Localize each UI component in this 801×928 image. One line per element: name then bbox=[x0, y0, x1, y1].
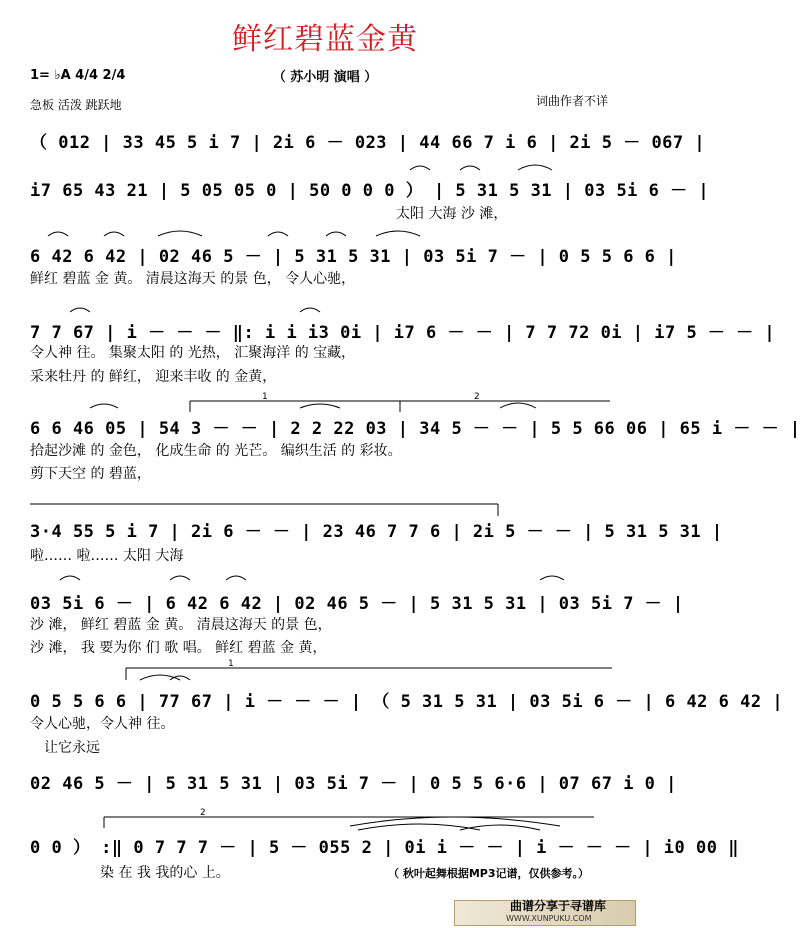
slur bbox=[518, 165, 552, 170]
slur bbox=[60, 576, 80, 580]
lyric-row-5a: 拾起沙滩 的 金色， 化成生命 的 光芒。 编织生活 的 彩妆。 bbox=[30, 443, 402, 459]
slur bbox=[300, 404, 340, 408]
watermark-line-2: WWW.XUNPUKU.COM bbox=[506, 914, 592, 923]
lyric-row-7b: 沙 滩， 我 要为你 们 歌 唱。 鲜红 碧蓝 金 黄， bbox=[30, 640, 327, 656]
song-title: 鲜红碧蓝金黄 bbox=[232, 22, 418, 57]
lyric-row-2: 太阳 大海 沙 滩， bbox=[396, 206, 508, 222]
slur bbox=[460, 825, 540, 830]
notation-row-9: 02 46 5 － | 5 31 5 31 | 03 5i 7 － | 0 5 5 6·6 | 07 67 i 0 | bbox=[30, 774, 677, 794]
transcription-footnote: （ 秋叶起舞根据MP3记谱，仅供参考。） bbox=[388, 867, 589, 880]
volta-label-1: 1 bbox=[262, 392, 268, 402]
slur bbox=[376, 231, 420, 236]
lyric-row-8a: 令人心驰，令人神 往。 bbox=[30, 716, 175, 732]
slur bbox=[158, 231, 202, 236]
lyric-row-6: 啦…… 啦…… 太阳 大海 bbox=[30, 548, 184, 564]
volta-label-4: 2 bbox=[200, 808, 206, 818]
slur bbox=[500, 403, 536, 408]
slur bbox=[48, 232, 68, 236]
lyric-row-5b: 剪下天空 的 碧蓝， bbox=[30, 466, 151, 482]
lyric-row-7a: 沙 滩， 鲜红 碧蓝 金 黄。 清晨这海天 的景 色， bbox=[30, 617, 332, 633]
lyric-row-4a: 令人神 往。 集聚太阳 的 光热， 汇聚海洋 的 宝藏， bbox=[30, 345, 356, 361]
slur bbox=[70, 308, 90, 312]
slur bbox=[170, 576, 190, 580]
slur bbox=[410, 166, 430, 170]
tempo-marking: 急板 活泼 跳跃地 bbox=[30, 98, 122, 112]
notation-row-6: 3·4 55 5 i 7 | 2i 6 － － | 23 46 7 7 6 | 2i 5 － － | 5 31 5 31 | bbox=[30, 522, 723, 542]
notation-row-2: i7 65 43 21 | 5 05 05 0 | 50 0 0 0 ） | 5 31 5 31 | 03 5i 6 － | bbox=[30, 181, 710, 201]
key-signature: 1= ♭A 4/4 2/4 bbox=[30, 68, 126, 83]
composer-credit: 词曲作者不详 bbox=[535, 94, 608, 108]
slur bbox=[104, 232, 124, 236]
slur bbox=[268, 232, 288, 236]
lyric-row-8b: 让它永远 bbox=[44, 740, 100, 756]
slur bbox=[540, 576, 564, 580]
slur bbox=[226, 576, 246, 580]
notation-row-7: 03 5i 6 － | 6 42 6 42 | 02 46 5 － | 5 31 5 31 | 03 5i 7 － | bbox=[30, 594, 684, 614]
notation-row-3: 6 42 6 42 | 02 46 5 － | 5 31 5 31 | 03 5i 7 － | 0 5 5 6 6 | bbox=[30, 247, 677, 267]
notation-row-10: 0 0 ） :‖ 0 7 7 7 － | 5 － 055 2 | 0i i － － | i － － － | i0 00 ‖ bbox=[30, 838, 739, 858]
lyric-row-4b: 采来牡丹 的 鲜红， 迎来丰收 的 金黄， bbox=[30, 369, 277, 385]
volta-label-2: 2 bbox=[474, 392, 480, 402]
lyric-row-3: 鲜红 碧蓝 金 黄。 清晨这海天 的景 色， 令人心驰， bbox=[30, 271, 356, 287]
notation-row-1: （ 012 | 33 45 5 i 7 | 2i 6 － 023 | 44 66 7 i 6 | 2i 5 － 067 | bbox=[30, 133, 706, 153]
volta-label-3: 1 bbox=[228, 659, 234, 669]
notation-row-5: 6 6 46 05 | 54 3 － － | 2 2 22 03 | 34 5 － － | 5 5 66 06 | 65 i － － | bbox=[30, 419, 801, 439]
lyric-row-10: 染 在 我 我的心 上。 bbox=[100, 865, 230, 881]
notation-row-4: 7 7 67 | i － － － ‖: i i i3 0i | i7 6 － － | 7 7 72 0i | i7 5 － － | bbox=[30, 323, 776, 343]
slur bbox=[90, 404, 118, 408]
slur bbox=[300, 308, 320, 312]
notation-row-8: 0 5 5 6 6 | 77 67 | i － － － | （ 5 31 5 31 | 03 5i 6 － | 6 42 6 42 | bbox=[30, 692, 784, 712]
slur bbox=[350, 817, 560, 826]
slur bbox=[460, 166, 480, 170]
slur bbox=[326, 232, 346, 236]
watermark-line-1: 曲谱分享于寻谱库 bbox=[510, 899, 607, 913]
singer-credit: （ 苏小明 演唱 ） bbox=[272, 70, 378, 85]
